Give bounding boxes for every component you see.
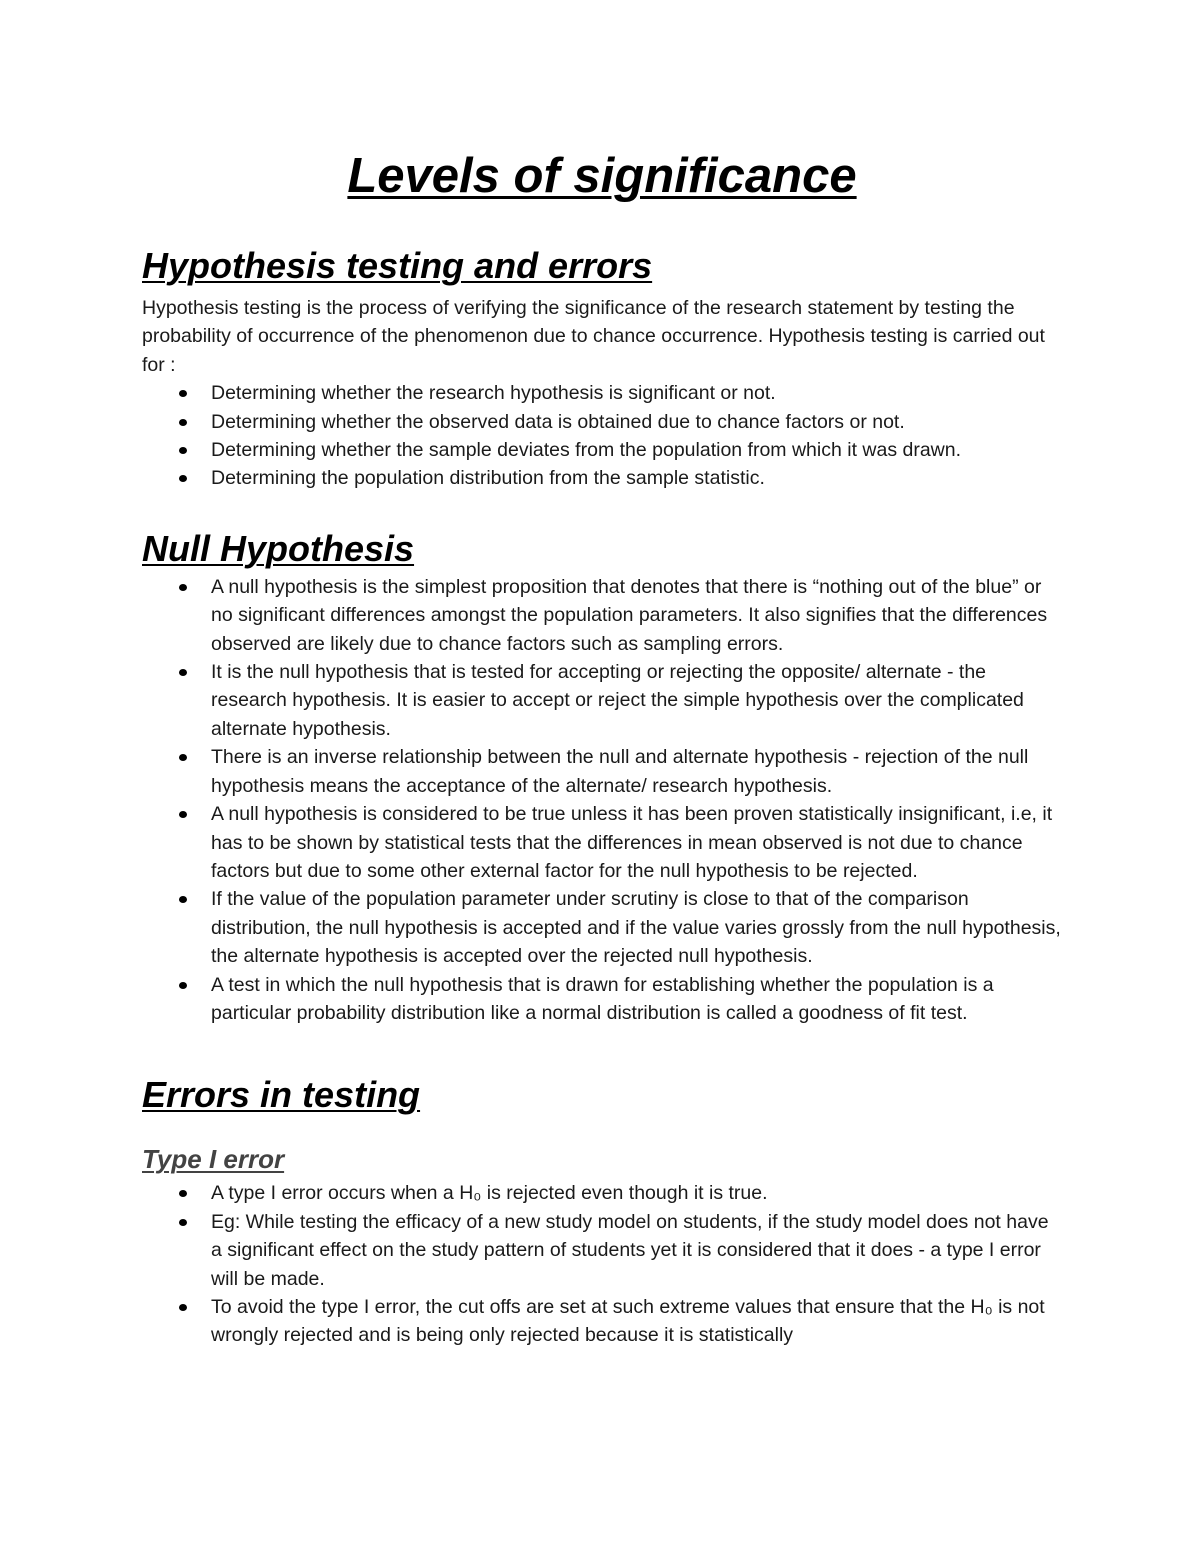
hypothesis-intro-paragraph: Hypothesis testing is the process of verifying the significance of the research statement by testing the probability of occurrence of the phenomenon due to chance occurrence. Hypothesis testing is carried out for : bbox=[142, 297, 1045, 376]
bullet-icon bbox=[179, 754, 187, 761]
heading-type-i-error: Type I error bbox=[142, 1144, 285, 1175]
list-item bbox=[142, 971, 1062, 1028]
list-item-text: If the value of the population parameter under scrutiny is close to that of the comparison distribution, the null hypothesis is accepted and if the value varies grossly from the null hypothesis, the alternate hypothesis is accepted over the rejected null hypothesis. bbox=[211, 888, 1061, 968]
list-item bbox=[142, 1179, 1062, 1207]
heading-errors-in-testing: Errors in testing bbox=[142, 1074, 421, 1116]
list-item-text: A null hypothesis is the simplest proposition that denotes that there is “nothing out of the blue” or no significant differences amongst the population parameters. It also signifies that the differences observed are likely due to chance factors such as sampling errors. bbox=[211, 575, 1048, 655]
bullet-icon bbox=[179, 475, 187, 482]
list-item-text: Determining whether the research hypothesis is significant or not. bbox=[211, 382, 776, 405]
list-item-text: A null hypothesis is considered to be true unless it has been proven statistically insignificant, i.e, it has to be shown by statistical tests that the differences in mean observed is not due to chance factors but due to some other external factor for the null hypothesis to be rejected. bbox=[211, 803, 1053, 882]
bullet-icon bbox=[179, 390, 187, 397]
bullet-icon bbox=[179, 1190, 187, 1197]
bullet-icon bbox=[179, 1304, 187, 1311]
heading-hypothesis-testing: Hypothesis testing and errors bbox=[142, 245, 653, 286]
list-item bbox=[142, 464, 1062, 492]
hypothesis-bullet-list bbox=[142, 379, 1062, 493]
list-item-text: There is an inverse relationship between the null and alternate hypothesis - rejection of the null hypothesis means the acceptance of the alternate/ research hypothesis. bbox=[211, 746, 1029, 797]
bullet-icon bbox=[179, 811, 187, 818]
bullet-icon bbox=[179, 419, 187, 426]
list-item-text: It is the null hypothesis that is tested for accepting or rejecting the opposite/ alternate - the research hypothesis. It is easier to accept or reject the simple hypothesis over the complicated alternate hypothesis. bbox=[211, 661, 1024, 740]
list-item bbox=[142, 658, 1062, 743]
bullet-icon bbox=[179, 982, 187, 989]
list-item bbox=[142, 1208, 1062, 1293]
list-item bbox=[142, 379, 1062, 407]
list-item bbox=[142, 743, 1062, 800]
list-item bbox=[142, 408, 1062, 436]
bullet-icon bbox=[179, 447, 187, 454]
list-item bbox=[142, 800, 1062, 885]
list-item bbox=[142, 436, 1062, 464]
document-title: Levels of significance bbox=[347, 149, 857, 203]
list-item bbox=[142, 573, 1062, 658]
bullet-icon bbox=[179, 1219, 187, 1226]
list-item-text: To avoid the type I error, the cut offs are set at such extreme values that ensure that the H₀ is not wrongly rejected and is being only rejected because it is statistically bbox=[211, 1295, 1045, 1347]
bullet-icon bbox=[179, 584, 187, 591]
list-item-text: Eg: While testing the efficacy of a new study model on students, if the study model does not have a significant effect on the study pattern of students yet it is considered that it does - a type I error will be made. bbox=[211, 1210, 1049, 1290]
null-hypothesis-bullet-list bbox=[142, 573, 1062, 1028]
list-item-text: A test in which the null hypothesis that is drawn for establishing whether the population is a particular probability distribution like a normal distribution is called a goodness of fit test. bbox=[211, 973, 994, 1024]
heading-null-hypothesis: Null Hypothesis bbox=[142, 527, 415, 569]
type-i-error-bullet-list bbox=[142, 1179, 1062, 1349]
list-item-text: A type I error occurs when a H₀ is rejected even though it is true. bbox=[211, 1182, 768, 1205]
bullet-icon bbox=[179, 669, 187, 676]
document-page bbox=[142, 140, 1062, 1350]
list-item-text: Determining the population distribution from the sample statistic. bbox=[211, 467, 765, 490]
bullet-icon bbox=[179, 896, 187, 903]
list-item-text: Determining whether the sample deviates from the population from which it was drawn. bbox=[211, 439, 962, 462]
list-item bbox=[142, 885, 1062, 970]
list-item-text: Determining whether the observed data is obtained due to chance factors or not. bbox=[211, 410, 905, 433]
list-item bbox=[142, 1293, 1062, 1350]
